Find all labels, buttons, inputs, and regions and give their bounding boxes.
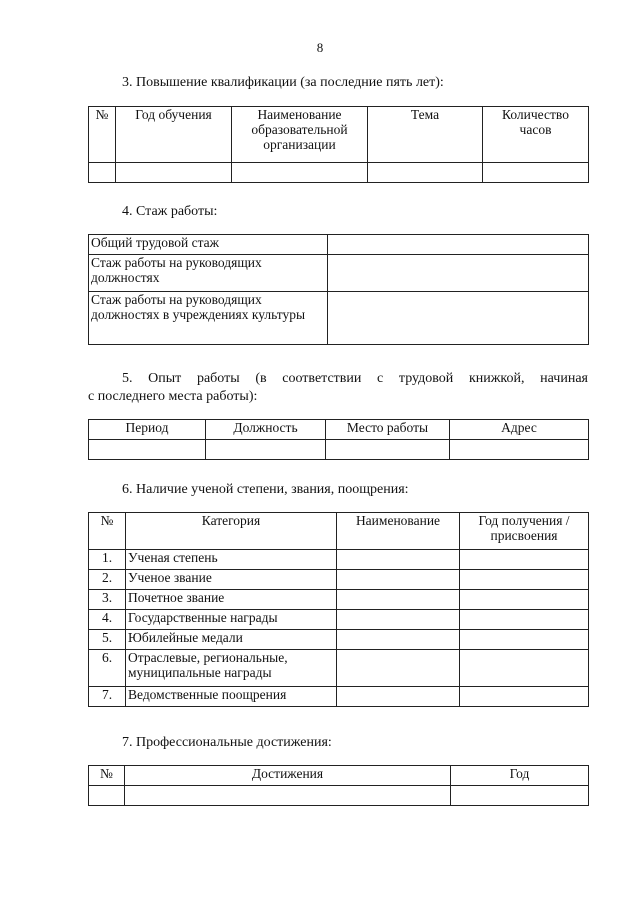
cell-empty[interactable] <box>232 163 368 183</box>
row-category: Почетное звание <box>126 590 337 610</box>
achievements-table <box>88 765 589 806</box>
cell-empty[interactable] <box>460 630 589 650</box>
col-name: Наименование <box>337 513 460 550</box>
cell-empty[interactable] <box>337 610 460 630</box>
cell-empty[interactable] <box>326 440 450 460</box>
career-header-row <box>89 420 589 440</box>
table-row <box>89 292 589 345</box>
page-number: 8 <box>316 40 324 55</box>
cell-empty[interactable] <box>328 292 589 345</box>
cell-empty[interactable] <box>337 590 460 610</box>
row-category: Юбилейные медали <box>126 630 337 650</box>
col-workplace: Место работы <box>326 420 450 440</box>
degrees-awards-table <box>88 512 589 707</box>
cell-empty[interactable] <box>450 440 589 460</box>
cell-empty[interactable] <box>328 235 589 255</box>
col-address: Адрес <box>450 420 589 440</box>
cell-empty[interactable] <box>460 570 589 590</box>
table-row <box>89 235 589 255</box>
row-number: 4. <box>89 610 126 630</box>
table-row <box>89 687 589 707</box>
col-period: Период <box>89 420 206 440</box>
table-row <box>89 590 589 610</box>
col-hours: Количество часов <box>483 107 589 163</box>
cell-empty[interactable] <box>89 440 206 460</box>
table-row <box>89 610 589 630</box>
cell-empty[interactable] <box>483 163 589 183</box>
section-4-heading: 4. Стаж работы: <box>122 204 218 219</box>
row-category: Отраслевые, региональные, муниципальные награды <box>126 650 337 687</box>
section-7-heading: 7. Профессиональные достижения: <box>122 735 332 750</box>
table-row <box>89 630 589 650</box>
table-row <box>89 786 589 806</box>
col-year-received: Год получения /присвоения <box>460 513 589 550</box>
section-6-heading: 6. Наличие ученой степени, звания, поощрения: <box>122 482 409 497</box>
table-row <box>89 255 589 292</box>
section-5-heading-line2: с последнего места работы): <box>88 389 258 404</box>
row-category: Ученая степень <box>126 550 337 570</box>
cell-empty[interactable] <box>460 650 589 687</box>
cell-empty[interactable] <box>460 687 589 707</box>
cell-empty[interactable] <box>89 786 125 806</box>
row-number: 5. <box>89 630 126 650</box>
work-experience-table <box>88 234 589 345</box>
cell-empty[interactable] <box>337 630 460 650</box>
cell-empty[interactable] <box>337 570 460 590</box>
table-row <box>89 440 589 460</box>
row-number: 6. <box>89 650 126 687</box>
row-number: 3. <box>89 590 126 610</box>
col-number: № <box>89 513 126 550</box>
row-number: 1. <box>89 550 126 570</box>
table-row <box>89 163 589 183</box>
cell-empty[interactable] <box>451 786 589 806</box>
row-category: Государственные награды <box>126 610 337 630</box>
section-3-heading: 3. Повышение квалификации (за последние пять лет): <box>122 75 444 90</box>
cell-empty[interactable] <box>328 255 589 292</box>
row-label-culture-management-experience: Стаж работы на руководящих должностях в учреждениях культуры <box>89 292 328 345</box>
cell-empty[interactable] <box>125 786 451 806</box>
table-row <box>89 650 589 687</box>
row-label-management-experience: Стаж работы на руководящих должностях <box>89 255 328 292</box>
cell-empty[interactable] <box>460 550 589 570</box>
col-organization: Наименование образовательной организации <box>232 107 368 163</box>
col-position: Должность <box>206 420 326 440</box>
row-label-total-experience: Общий трудовой стаж <box>89 235 328 255</box>
col-topic: Тема <box>368 107 483 163</box>
cell-empty[interactable] <box>337 650 460 687</box>
row-category: Ведомственные поощрения <box>126 687 337 707</box>
col-year: Год <box>451 766 589 786</box>
cell-empty[interactable] <box>337 687 460 707</box>
table-row <box>89 550 589 570</box>
row-number: 7. <box>89 687 126 707</box>
cell-empty[interactable] <box>116 163 232 183</box>
cell-empty[interactable] <box>460 590 589 610</box>
table-row <box>89 570 589 590</box>
awards-header-row <box>89 513 589 550</box>
qualification-header-row <box>89 107 589 163</box>
cell-empty[interactable] <box>368 163 483 183</box>
col-number: № <box>89 107 116 163</box>
cell-empty[interactable] <box>89 163 116 183</box>
col-year-of-study: Год обучения <box>116 107 232 163</box>
cell-empty[interactable] <box>337 550 460 570</box>
row-number: 2. <box>89 570 126 590</box>
qualification-table <box>88 106 589 183</box>
cell-empty[interactable] <box>206 440 326 460</box>
col-number: № <box>89 766 125 786</box>
career-table <box>88 419 589 460</box>
achievements-header-row <box>89 766 589 786</box>
col-category: Категория <box>126 513 337 550</box>
section-5-heading-line1: 5. Опыт работы (в соответствии с трудовой книжкой, начиная <box>122 371 588 386</box>
cell-empty[interactable] <box>460 610 589 630</box>
col-achievements: Достижения <box>125 766 451 786</box>
row-category: Ученое звание <box>126 570 337 590</box>
